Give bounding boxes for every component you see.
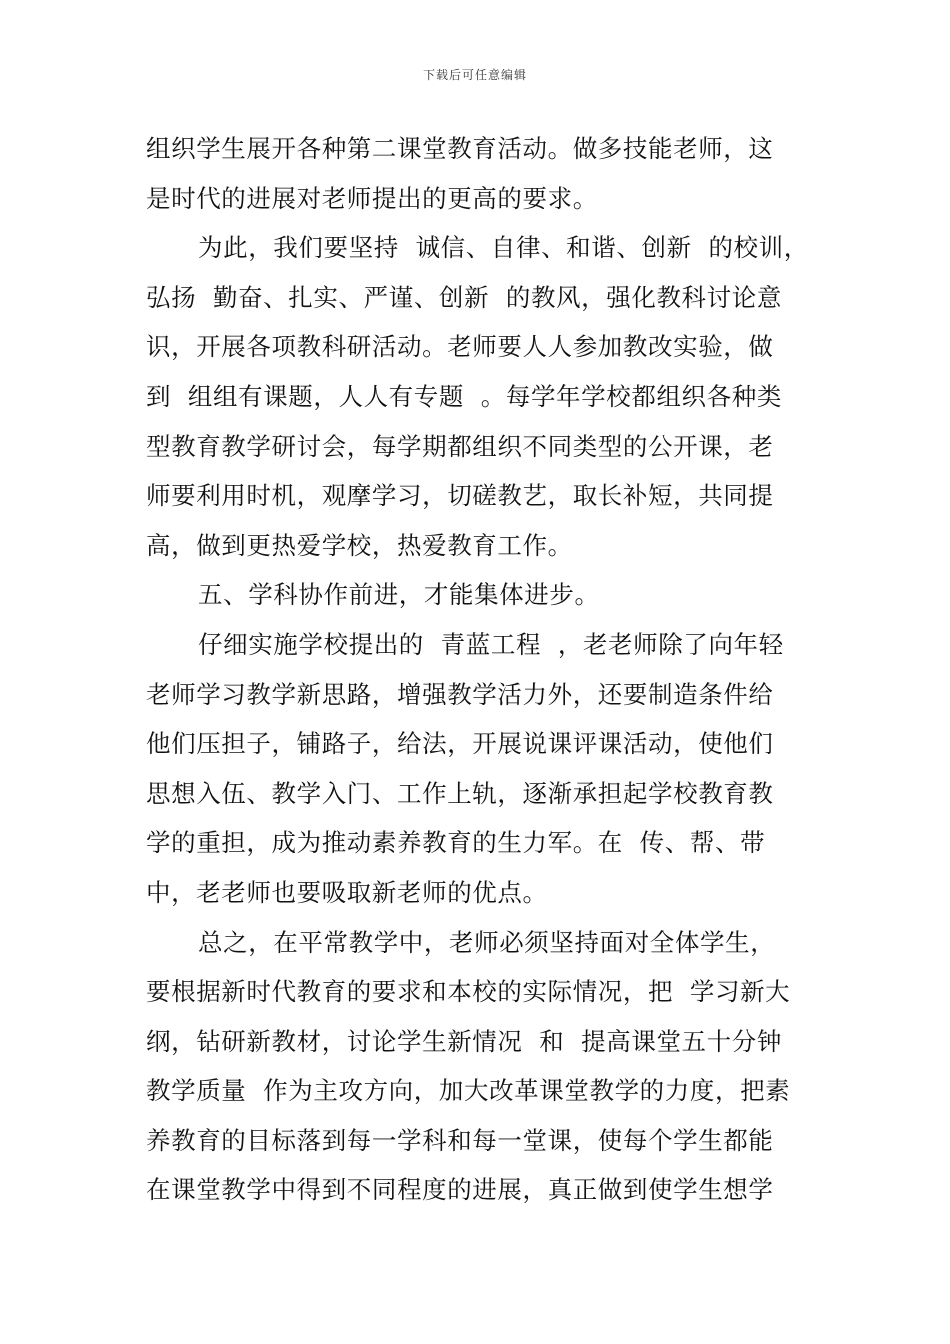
page-header: 下载后可任意编辑 <box>422 68 527 82</box>
text-line: 他们压担子，铺路子，给法，开展说课评课活动，使他们 <box>146 729 774 759</box>
text-line: 在课堂教学中得到不同程度的进展，真正做到使学生想学 <box>146 1175 774 1205</box>
text-line: 要根据新时代教育的要求和本校的实际情况，把 学习新大 <box>146 977 791 1007</box>
text-line: 养教育的目标落到每一学科和每一堂课，使每个学生都能 <box>146 1125 774 1155</box>
text-line: 高，做到更热爱学校，热爱教育工作。 <box>146 530 573 560</box>
text-line: 是时代的进展对老师提出的更高的要求。 <box>146 183 598 213</box>
text-line: 纲，钻研新教材，讨论学生新情况 和 提高课堂五十分钟 <box>146 1026 782 1056</box>
section-heading-line: 五、学科协作前进，才能集体进步。 <box>198 580 600 610</box>
paragraph-start-line: 仔细实施学校提出的 青蓝工程 ，老老师除了向年轻 <box>198 629 784 659</box>
text-line: 到 组组有课题，人人有专题 。每学年学校都组织各种类 <box>146 381 782 411</box>
text-line: 弘扬 勤奋、扎实、严谨、创新 的教风，强化教科讨论意 <box>146 282 782 312</box>
text-line: 组织学生展开各种第二课堂教育活动。做多技能老师，这 <box>146 134 774 163</box>
text-line: 师要利用时机，观摩学习，切磋教艺，取长补短，共同提 <box>146 481 774 511</box>
document-body <box>146 124 811 1215</box>
paragraph-start-line: 为此，我们要坚持 诚信、自律、和谐、创新 的校训， <box>198 233 809 263</box>
text-line: 老师学习教学新思路，增强教学活力外，还要制造条件给 <box>146 679 774 709</box>
text-line: 型教育教学研讨会，每学期都组织不同类型的公开课，老 <box>146 431 774 461</box>
text-line: 学的重担，成为推动素养教育的生力军。在 传、帮、带 <box>146 828 766 858</box>
paragraph-start-line: 总之，在平常教学中，老师必须坚持面对全体学生， <box>198 927 776 957</box>
text-line: 中，老老师也要吸取新老师的优点。 <box>146 877 548 907</box>
text-line: 思想入伍、教学入门、工作上轨，逐渐承担起学校教育教 <box>146 778 774 808</box>
text-line: 教学质量 作为主攻方向，加大改革课堂教学的力度，把素 <box>146 1076 791 1106</box>
text-line: 识，开展各项教科研活动。老师要人人参加教改实验，做 <box>146 332 774 362</box>
